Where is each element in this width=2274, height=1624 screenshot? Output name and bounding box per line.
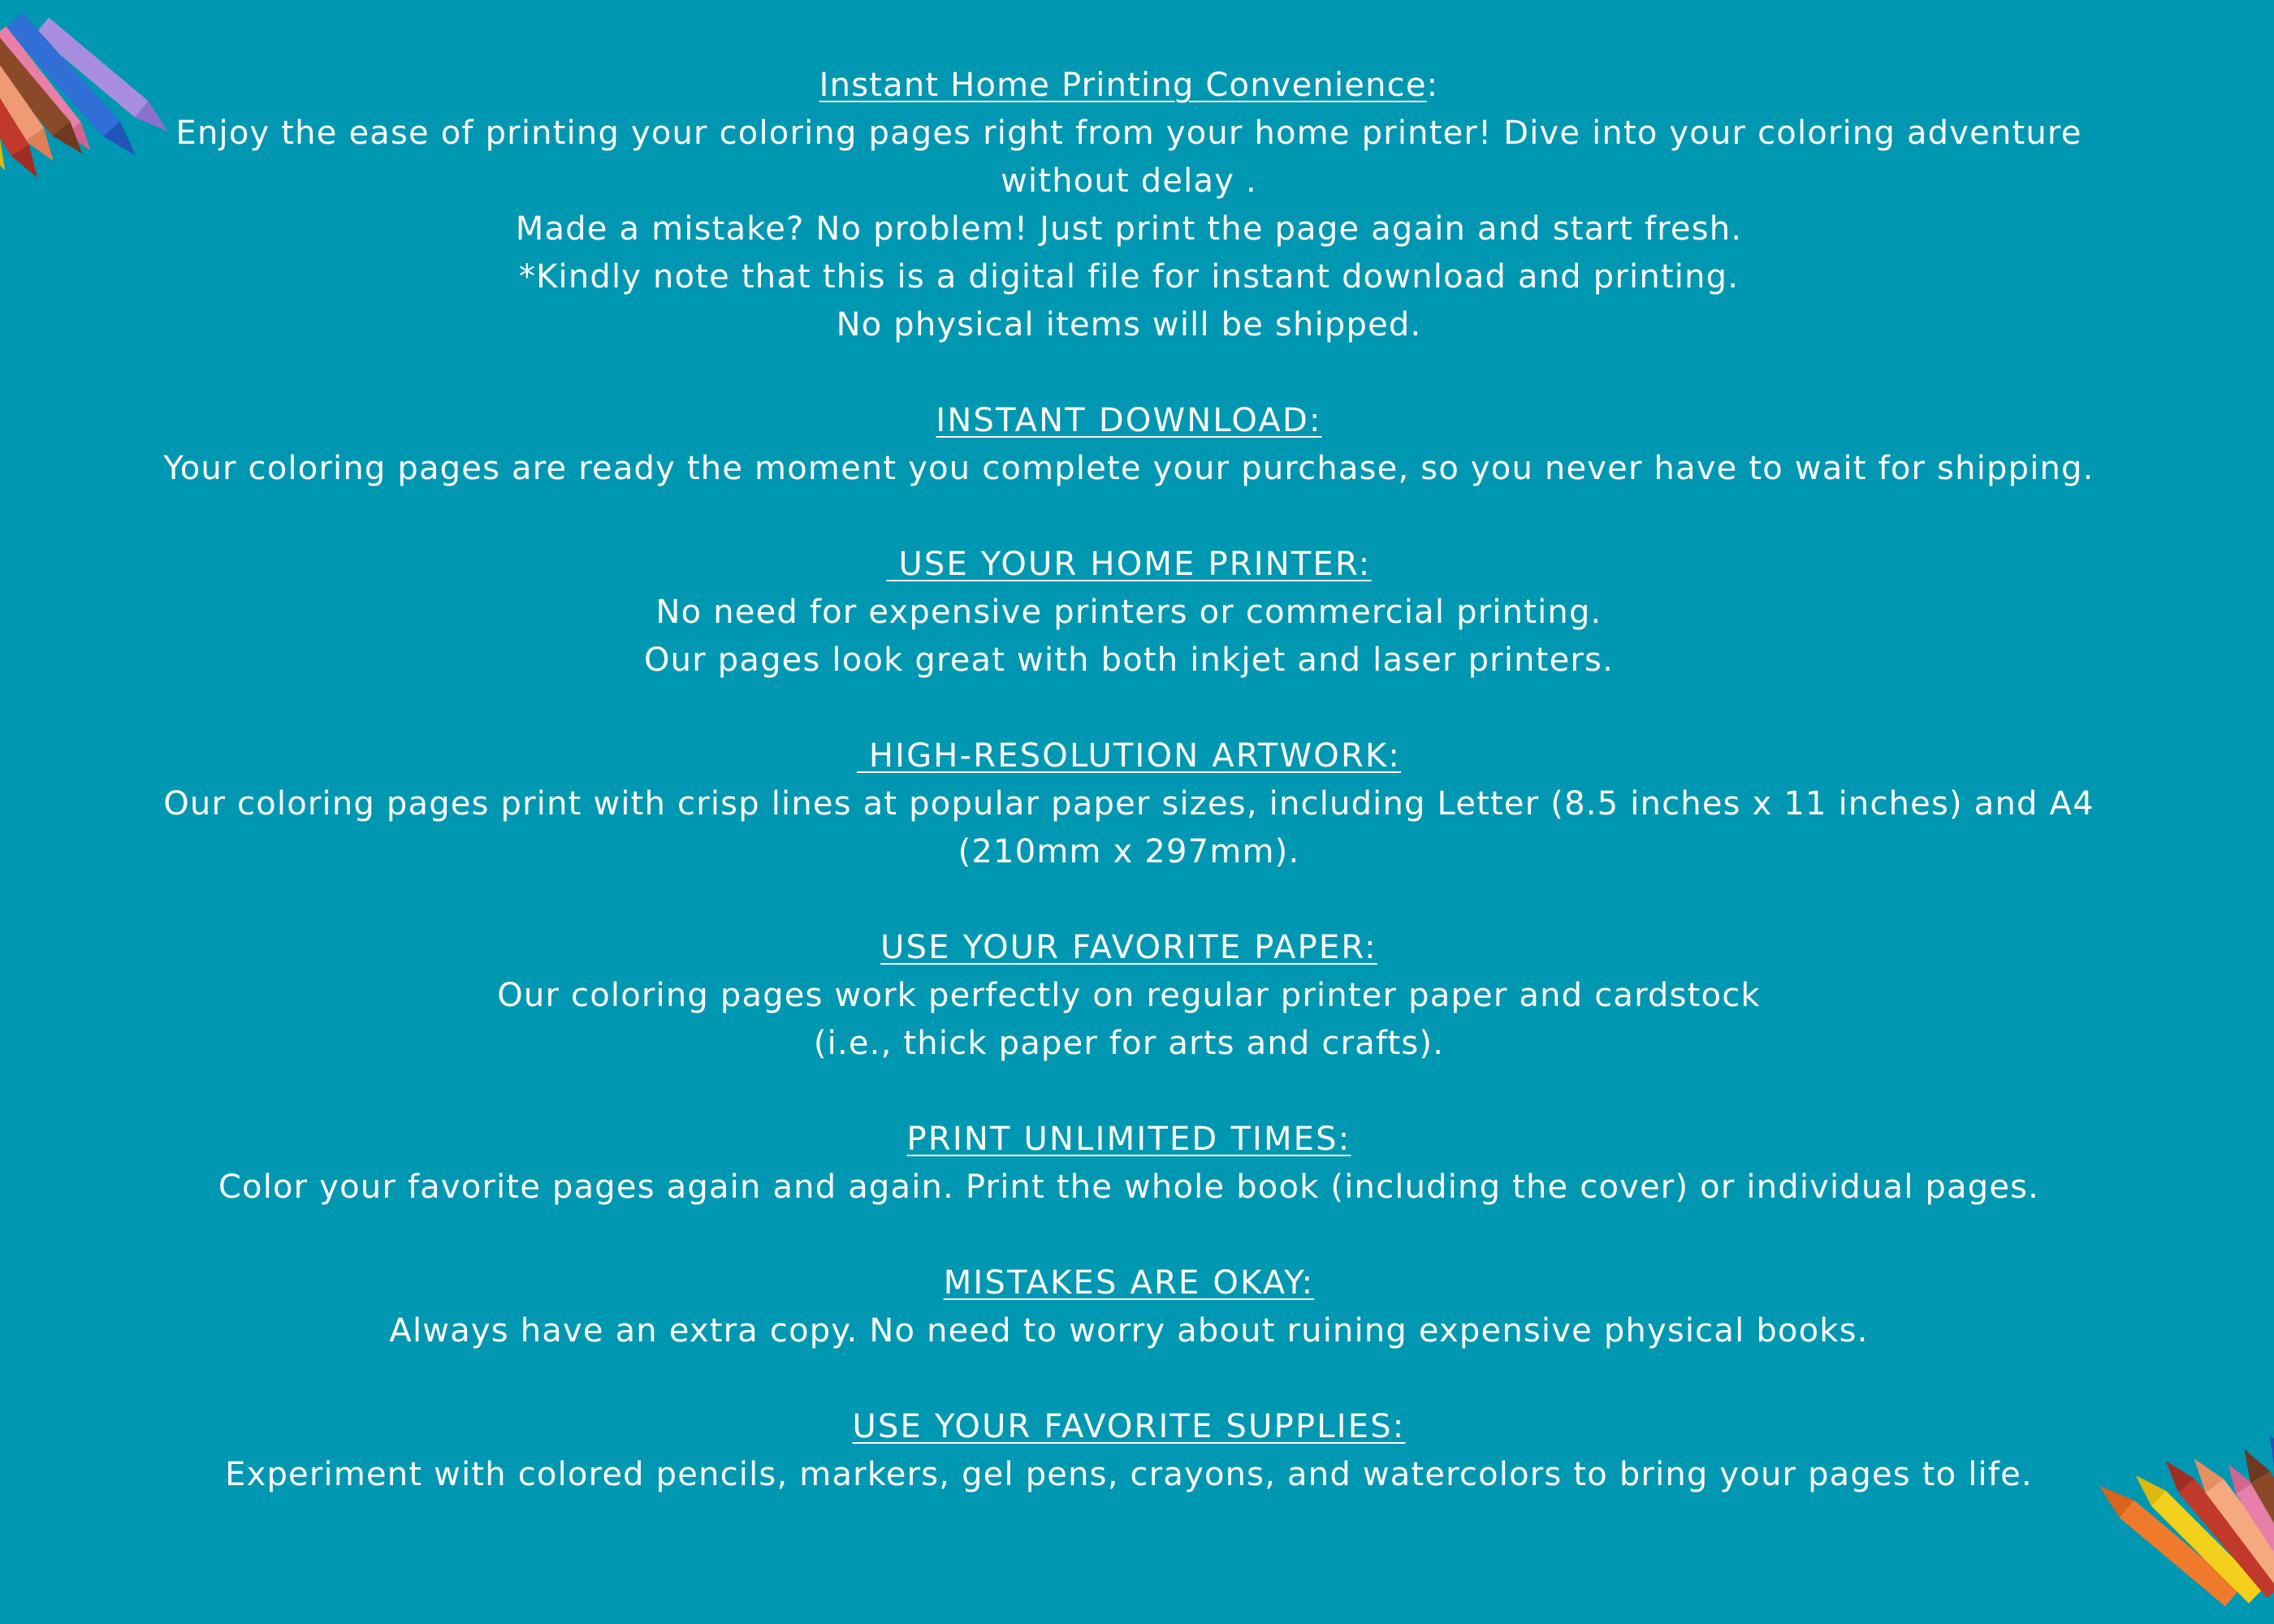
spacer [162, 685, 2095, 732]
intro-line: Made a mistake? No problem! Just print the page again and start fresh. [515, 210, 1743, 248]
intro-heading [162, 62, 2095, 110]
section-line: Our coloring pages work perfectly on regular printer paper and cardstock [497, 977, 1761, 1014]
section-heading-favorite-paper [162, 924, 2095, 972]
spacer [162, 1212, 2095, 1259]
section-line: Our coloring pages print with crisp lines at popular paper sizes, including Letter (8.5 inches x 11 inches) and A4 [163, 785, 2095, 823]
intro-heading-suffix: : [1426, 67, 1439, 104]
section-line: Always have an extra copy. No need to worry about ruining expensive physical books. [389, 1312, 1869, 1350]
section-line: Our pages look great with both inkjet and laser printers. [643, 641, 1614, 679]
section-heading-instant-download [162, 397, 2095, 445]
intro-heading-text: Instant Home Printing Convenience [819, 67, 1427, 104]
section-heading-high-resolution [162, 732, 2095, 780]
section-heading-text: USE YOUR HOME PRINTER: [886, 546, 1372, 583]
intro-line: Enjoy the ease of printing your coloring pages right from your home printer! Dive into your coloring adventure [175, 114, 2082, 152]
spacer [162, 1068, 2095, 1116]
intro-line: *Kindly note that this is a digital file for instant download and printing. [518, 258, 1740, 296]
section-line: No need for expensive printers or commercial printing. [655, 594, 1602, 631]
section-heading-text: HIGH-RESOLUTION ARTWORK: [856, 737, 1402, 775]
section-heading-print-unlimited [162, 1116, 2095, 1164]
section-line: Your coloring pages are ready the moment you complete your purchase, so you never have to wait for shipping. [163, 450, 2095, 487]
section-heading-favorite-supplies [162, 1403, 2095, 1451]
spacer [162, 349, 2095, 397]
section-heading-text: USE YOUR FAVORITE SUPPLIES: [852, 1408, 1406, 1445]
intro-line: without delay . [1001, 162, 1257, 200]
section-heading-home-printer [162, 541, 2095, 589]
section-heading-text: USE YOUR FAVORITE PAPER: [880, 929, 1377, 966]
section-line: Color your favorite pages again and again. Print the whole book (including the cover) or individual pages. [218, 1168, 2040, 1206]
spacer [162, 493, 2095, 541]
spacer [162, 1355, 2095, 1403]
section-heading-text: PRINT UNLIMITED TIMES: [906, 1121, 1351, 1158]
section-line: (i.e., thick paper for arts and crafts). [813, 1025, 1445, 1062]
section-line: (210mm x 297mm). [958, 833, 1300, 870]
section-heading-mistakes-okay [162, 1259, 2095, 1307]
intro-line: No physical items will be shipped. [836, 306, 1422, 343]
spacer [162, 876, 2095, 924]
section-heading-text: INSTANT DOWNLOAD: [936, 402, 1322, 439]
content [162, 62, 2095, 1499]
section-line: Experiment with colored pencils, markers, gel pens, crayons, and watercolors to bring your pages to life. [225, 1456, 2033, 1493]
section-heading-text: MISTAKES ARE OKAY: [943, 1264, 1315, 1302]
